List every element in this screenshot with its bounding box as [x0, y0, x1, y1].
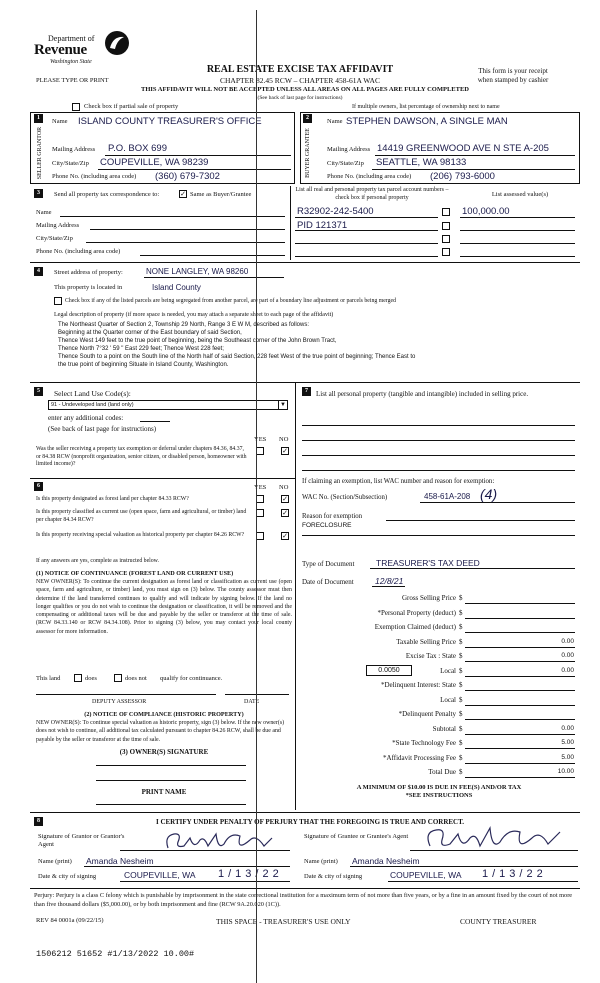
tax-row-value: 5.00 — [561, 739, 574, 746]
sec5-q1-yes[interactable] — [256, 447, 264, 455]
amount-line — [465, 719, 575, 720]
sec6-q3-no[interactable]: ✓ — [282, 532, 288, 540]
section-7-number: 7 — [302, 387, 311, 396]
sec6-q3-yes[interactable] — [256, 532, 264, 540]
amount-line — [465, 632, 575, 633]
legal-line-4: Thence North 7°32 ' 59 " East 229 feet; Thence West 228 feet; — [58, 346, 224, 352]
assessed-line-3 — [460, 243, 575, 244]
grantor-sig-label: Signature of Grantor or Grantor's Agent — [38, 833, 125, 848]
dollar-sign: $ — [459, 695, 463, 704]
segregated-label: Check box if any of the listed parcels are being segregated from another parcel, are part of a boundary line adjustment or parcels being merged — [65, 298, 396, 304]
amount-line — [465, 690, 575, 691]
additional-codes-label: enter any additional codes: — [48, 414, 124, 422]
form-title: REAL ESTATE EXCISE TAX AFFIDAVIT — [206, 64, 394, 75]
receipt-line1: This form is your receipt — [478, 67, 548, 75]
tax-rows — [302, 594, 580, 804]
tax-row-label: *Personal Property (deduct) — [377, 608, 456, 617]
dollar-sign: $ — [459, 710, 463, 718]
tax-row-label: *Delinquent Penalty — [398, 710, 456, 718]
dollar-sign: $ — [459, 724, 463, 733]
land-use-see-back: (See back of last page for instructions) — [48, 425, 157, 433]
dollar-sign: $ — [459, 637, 463, 646]
tax-row-label: Local — [440, 695, 456, 704]
legal-line-3: Thence West 149 feet to the true point of beginning, being the Southeast corner of the John Brown Tract, — [58, 338, 337, 344]
land-use-value: 91 - Undeveloped land (land only) — [51, 402, 134, 408]
parcel-line-3 — [295, 243, 438, 244]
grantor-signature — [160, 828, 280, 854]
county-treasurer: COUNTY TREASURER — [460, 917, 537, 926]
dollar-sign: $ — [459, 652, 463, 660]
form-warning: THIS AFFIDAVIT WILL NOT BE ACCEPTED UNLESS ALL AREAS ON ALL PAGES ARE FULLY COMPLETED — [141, 86, 469, 93]
print-name-line-1 — [96, 804, 246, 805]
parcel-4-personal-checkbox[interactable] — [442, 248, 450, 256]
amount-line — [465, 603, 575, 604]
dollar-sign: $ — [459, 608, 463, 617]
located-label: This property is located in — [54, 284, 123, 291]
seller-addr[interactable]: P.O. BOX 699 — [108, 143, 167, 154]
sec5-q1: Was the seller receiving a property tax exemption or deferral under chapters 84.36, 84.37, or 84.38 RCW (nonprofit organization, senior citizen, or disabled person, homeowner with limited income)? — [36, 446, 247, 467]
tax-row-label: Total Due — [428, 768, 456, 776]
print-name-label: PRINT NAME — [141, 788, 187, 796]
wac-line — [420, 502, 575, 503]
tax-row-label: Subtotal — [432, 724, 456, 733]
land-use-select[interactable] — [48, 400, 288, 410]
corr-name-label: Name — [36, 209, 52, 216]
dor-logo — [34, 30, 129, 72]
amount-line — [465, 777, 575, 778]
sec6-if-yes: If any answers are yes, complete as instructed below. — [36, 558, 159, 564]
segregated-checkbox[interactable] — [54, 297, 62, 305]
receipt-stamp: 1506212 51652 #1/13/2022 10.00# — [36, 949, 195, 959]
buyer-addr-line — [375, 155, 575, 156]
buyer-phone[interactable]: (206) 793-6000 — [430, 171, 495, 182]
exemption-claim-label: If claiming an exemption, list WAC number and reason for exemption: — [302, 478, 495, 485]
owner-signature-label: (3) OWNER(S) SIGNATURE — [119, 748, 209, 756]
seller-city[interactable]: COUPEVILLE, WA 98239 — [100, 157, 209, 168]
same-as-buyer-label: Same as Buyer/Grantee — [190, 191, 252, 198]
corr-city-label: City/State/Zip — [36, 235, 73, 242]
section-3-number: 3 — [34, 189, 43, 198]
legal-line-2: Beginning at the Quarter corner of the East boundary of said Section, — [58, 330, 242, 336]
parcel-3-personal-checkbox[interactable] — [442, 235, 450, 243]
tax-row-label: Gross Selling Price — [401, 594, 456, 602]
tax-row-label: Local — [440, 666, 456, 675]
section-4-number: 4 — [34, 267, 43, 276]
perjury-statement: Perjury: Perjury is a class C felony which is punishable by imprisonment in the state correctional institution for a maximum term of not more than five years, or by a fine in an amount fixed by the court of not more than five thousand dollars ($5,000.00), or by both imprisonment and fine (RCW 9A.20.020 (1C)). — [34, 892, 573, 908]
pp-line-1 — [302, 425, 575, 426]
parcel-1-personal-checkbox[interactable] — [442, 208, 450, 216]
sec5-yes-header: YES — [254, 436, 267, 443]
sec6-q3: Is this property receiving special valuation as historical property per chapter 84.26 RCW? — [36, 532, 245, 538]
min-fee-note: A MINIMUM OF $10.00 IS DUE IN FEE(S) AND/OR TAX — [356, 784, 522, 791]
grantee-date[interactable]: 1/13/22 — [482, 868, 547, 880]
amount-line — [465, 618, 575, 619]
legal-line-6: the true point of beginning Situate in Island County, Washington. — [58, 362, 229, 368]
section-5-number: 5 — [34, 387, 43, 396]
tax-row-label: *Affidavit Processing Fee — [383, 753, 456, 762]
sec6-q1-no[interactable]: ✓ — [282, 495, 288, 503]
doc-date-value[interactable]: 12/8/21 — [375, 576, 404, 586]
corr-phone-line — [140, 255, 285, 256]
corr-phone-label: Phone No. (including area code) — [36, 248, 121, 255]
deputy-date-line — [225, 694, 289, 695]
reason-line-2 — [302, 535, 575, 536]
tax-row-label: Excise Tax : State — [405, 652, 456, 660]
doc-date-label: Date of Document — [302, 578, 354, 586]
buyer-addr-label: Mailing Address — [327, 146, 371, 153]
seller-phone-label: Phone No. (including area code) — [52, 173, 137, 180]
partial-sale-checkbox[interactable] — [72, 103, 80, 111]
middle-divider — [295, 382, 296, 810]
seller-city-label: City/State/Zip — [52, 160, 89, 167]
sec3-divider — [290, 186, 291, 260]
parcel-header: List all real and personal property tax parcel account numbers – check box if personal property — [295, 187, 449, 201]
additional-codes-line — [140, 421, 170, 422]
parcel-2[interactable]: PID 121371 — [297, 220, 348, 231]
dollar-sign: $ — [459, 681, 463, 689]
grantor-date-label: Date & city of signing — [38, 873, 97, 880]
buyer-name-label: Name — [327, 118, 343, 125]
partial-sale-label: Check box if partial sale of property — [84, 103, 179, 110]
pp-line-4 — [302, 470, 575, 471]
sec6-no-header: NO — [279, 484, 289, 491]
buyer-addr[interactable]: 14419 GREENWOOD AVE N STE A-205 — [377, 143, 549, 154]
see-instructions-note: *SEE INSTRUCTIONS — [405, 792, 473, 799]
seller-addr-line — [105, 155, 291, 156]
sec5-q1-no[interactable]: ✓ — [282, 447, 288, 455]
sec6-q1-yes[interactable] — [256, 495, 264, 503]
doc-type-label: Type of Document — [302, 560, 355, 568]
sec6-yes-header: YES — [254, 484, 267, 491]
this-land-label: This land — [36, 675, 61, 682]
grantee-name[interactable]: Amanda Nesheim — [352, 856, 420, 866]
sec6-q2-yes[interactable] — [256, 509, 264, 517]
tax-row-label: Taxable Selling Price — [396, 637, 456, 646]
legal-line-1: The Northeast Quarter of Section 2, Township 29 North, Range 3 E W M, described as follows: — [58, 322, 310, 328]
certify-statement: I CERTIFY UNDER PENALTY OF PERJURY THAT THE FOREGOING IS TRUE AND CORRECT. — [155, 818, 464, 826]
owner-sig-line-1 — [96, 765, 246, 766]
grantee-date-label: Date & city of signing — [304, 873, 363, 880]
wac-subsection[interactable]: (4) — [480, 486, 498, 502]
does-checkbox[interactable] — [74, 674, 82, 682]
section-6-number: 6 — [34, 482, 43, 491]
assessed-line-1 — [460, 217, 575, 218]
sec6-q2-no[interactable]: ✓ — [282, 509, 288, 517]
seller-name[interactable]: ISLAND COUNTY TREASURER'S OFFICE — [78, 116, 262, 127]
dollar-sign: $ — [459, 623, 463, 631]
dor-logo-mark-icon — [104, 30, 130, 56]
grantee-date-line — [388, 881, 578, 882]
deputy-date-label: DATE — [244, 699, 260, 705]
wac-label: WAC No. (Section/Subsection) — [302, 494, 388, 501]
pp-line-3 — [302, 455, 575, 456]
tax-row-label: Exemption Claimed (deduct) — [374, 623, 456, 631]
assessed-line-2 — [460, 230, 575, 231]
qualify-label: qualify for continuance. — [160, 675, 223, 682]
deputy-line — [36, 694, 216, 695]
does-not-checkbox[interactable] — [114, 674, 122, 682]
doc-type-line — [370, 568, 575, 569]
parcel-line-2 — [295, 230, 438, 231]
assessed-line-4 — [460, 256, 575, 257]
grantor-name-line — [84, 866, 290, 867]
scan-fold-line — [256, 10, 257, 983]
sec5-no-header: NO — [279, 436, 289, 443]
pp-line-2 — [302, 440, 575, 441]
send-correspondence-label: Send all property tax correspondence to: — [54, 191, 160, 198]
notice2-text: NEW OWNER(S): To continue special valuation as historic property, sign (3) below. If the new owner(s) does not wish to continue, all additional tax calculated pursuant to chapter 84.26 RCW, shall be due and payable by the seller or transferor at the time of sale. — [36, 720, 285, 743]
parcel-line-4 — [295, 256, 438, 257]
street-label: Street address of property: — [54, 269, 123, 276]
notice2-title: (2) NOTICE OF COMPLIANCE (HISTORIC PROPERTY) — [84, 711, 244, 718]
see-back: (See back of last page for instructions) — [257, 95, 343, 101]
notice1-text: NEW OWNER(S): To continue the current designation as forest land or classification as current use (open space, farm and agriculture, or timber) land, you must sign on (3) below. The county assessor must then determine if the land transferred continues to qualify and will indicate by signing below. If the land no longer qualifies or you do not wish to continue the designation or classification, it will be removed and the compensating or additional taxes will be due and payable by the seller or transferor at the time of sale. (RCW 84.33.140 or RCW 84.34.108). Prior to signing (3) below, you may contact your local county assessor for more information. — [36, 579, 292, 635]
grantee-name-line — [350, 866, 578, 867]
street-address[interactable]: NONE LANGLEY, WA 98260 — [146, 267, 249, 276]
dollar-sign: $ — [459, 768, 463, 776]
tax-row-value: 0.00 — [561, 652, 574, 659]
street-line — [144, 277, 284, 278]
seller-phone[interactable]: (360) 679-7302 — [155, 171, 220, 182]
amount-line — [465, 705, 575, 706]
dollar-sign: $ — [459, 666, 463, 675]
section-8-number: 8 — [34, 817, 43, 826]
amount-line — [465, 661, 575, 662]
grantee-city[interactable]: COUPEVILLE, WA — [390, 870, 462, 880]
amount-line — [465, 734, 575, 735]
grantee-name-label: Name (print) — [304, 858, 338, 865]
local-rate-box[interactable]: 0.0050 — [366, 665, 412, 676]
parcel-line-1 — [295, 217, 438, 218]
seller-name-label: Name — [52, 118, 68, 125]
wac-number[interactable]: 458-61A-208 — [424, 492, 471, 501]
notice1-title: (1) NOTICE OF CONTINUANCE (FOREST LAND OR CURRENT USE) — [36, 570, 234, 577]
tax-row-value: 10.00 — [557, 768, 574, 775]
assessed-1[interactable]: 100,000.00 — [462, 206, 510, 217]
tax-row-value: 0.00 — [561, 637, 574, 645]
does-not-label: does not — [125, 675, 147, 682]
chevron-down-icon[interactable]: ▼ — [278, 401, 287, 409]
reason-line — [386, 520, 575, 521]
agency-line1: Department of — [48, 34, 95, 43]
footer-top-rule — [30, 888, 580, 889]
multiple-owners-note: If multiple owners, list percentage of ownership next to name — [352, 104, 500, 110]
grantee-sig-label: Signature of Grantee or Grantee's Agent — [304, 833, 409, 840]
parcel-1[interactable]: R32902-242-5400 — [297, 206, 374, 217]
dollar-sign: $ — [459, 739, 463, 747]
sec5-top-rule — [30, 382, 580, 383]
grantor-name-label: Name (print) — [38, 858, 72, 865]
agency-line2: Revenue — [34, 42, 87, 58]
doc-type-value[interactable]: TREASURER'S TAX DEED — [376, 558, 480, 568]
buyer-name[interactable]: STEPHEN DAWSON, A SINGLE MAN — [346, 116, 508, 127]
tax-row-label: *State Technology Fee — [392, 739, 456, 747]
parcel-2-personal-checkbox[interactable] — [442, 222, 450, 230]
section-1-number: 1 — [34, 114, 43, 123]
buyer-phone-label: Phone No. (including area code) — [327, 173, 412, 180]
sec6-q1: Is this property designated as forest land per chapter 84.33 RCW? — [36, 496, 189, 502]
amount-line — [465, 763, 575, 764]
agency-line3: Washington State — [50, 59, 92, 65]
sec4-top-rule — [30, 262, 580, 263]
doc-date-line — [372, 586, 405, 587]
form-chapter: CHAPTER 82.45 RCW – CHAPTER 458-61A WAC — [220, 76, 380, 85]
grantor-name[interactable]: Amanda Nesheim — [86, 856, 154, 866]
corr-addr-label: Mailing Address — [36, 222, 80, 229]
does-label: does — [85, 675, 97, 682]
tax-row-label: *Delinquent Interest: State — [380, 681, 456, 689]
amount-line — [465, 748, 575, 749]
owner-sig-line-2 — [96, 780, 246, 781]
seller-addr-label: Mailing Address — [52, 146, 96, 153]
grantor-date-line — [120, 881, 290, 882]
assessed-header: List assessed value(s) — [491, 191, 549, 198]
buyer-city-line — [372, 169, 575, 170]
treasurer-space: THIS SPACE - TREASURER'S USE ONLY — [216, 917, 351, 926]
seller-side-label: SELLER GRANTOR — [37, 126, 44, 180]
sec8-top-rule — [30, 812, 580, 813]
dollar-sign: $ — [459, 594, 463, 602]
buyer-city[interactable]: SEATTLE, WA 98133 — [376, 157, 467, 168]
buyer-city-label: City/State/Zip — [327, 160, 364, 167]
amount-line — [465, 647, 575, 648]
sec6-q2: Is this property classified as current use (open space, farm and agricultural, or timber) land per chapter 84.34 RCW? — [36, 509, 247, 523]
tax-row-value: 0.00 — [561, 666, 574, 674]
receipt-line2: when stamped by cashier — [477, 76, 549, 84]
seller-city-line — [98, 169, 291, 170]
county-name[interactable]: Island County — [152, 283, 201, 292]
reason-label: Reason for exemption — [302, 513, 363, 520]
grantor-date[interactable]: 1/13/22 — [218, 868, 283, 880]
type-or-print: PLEASE TYPE OR PRINT — [36, 77, 109, 84]
section-2-number: 2 — [303, 114, 312, 123]
buyer-side-label: BUYER GRANTEE — [304, 128, 311, 178]
deputy-label: DEPUTY ASSESSOR — [92, 699, 147, 705]
corr-name-line — [60, 216, 285, 217]
legal-label: Legal description of property (if more space is needed, you may attach a separate sheet to each page of the affidavit) — [54, 312, 334, 318]
amount-line — [465, 676, 575, 677]
grantor-city[interactable]: COUPEVILLE, WA — [124, 870, 196, 880]
same-as-buyer-checkbox[interactable]: ✓ — [180, 190, 186, 198]
form-revision: REV 84 0001a (09/22/15) — [36, 917, 104, 924]
reason-value[interactable]: FORECLOSURE — [302, 522, 352, 529]
land-use-label: Select Land Use Code(s): — [54, 389, 131, 398]
legal-line-5: Thence South to a point on the South line of the North half of said Section, 228 feet West of the true point of beginning; Thence East to — [58, 354, 416, 360]
dollar-sign: $ — [459, 753, 463, 762]
grantee-signature — [420, 824, 570, 854]
tax-row-value: 0.00 — [561, 724, 574, 732]
personal-property-label: List all personal property (tangible and intangible) included in selling price. — [316, 390, 529, 398]
tax-row-value: 5.00 — [561, 753, 574, 761]
